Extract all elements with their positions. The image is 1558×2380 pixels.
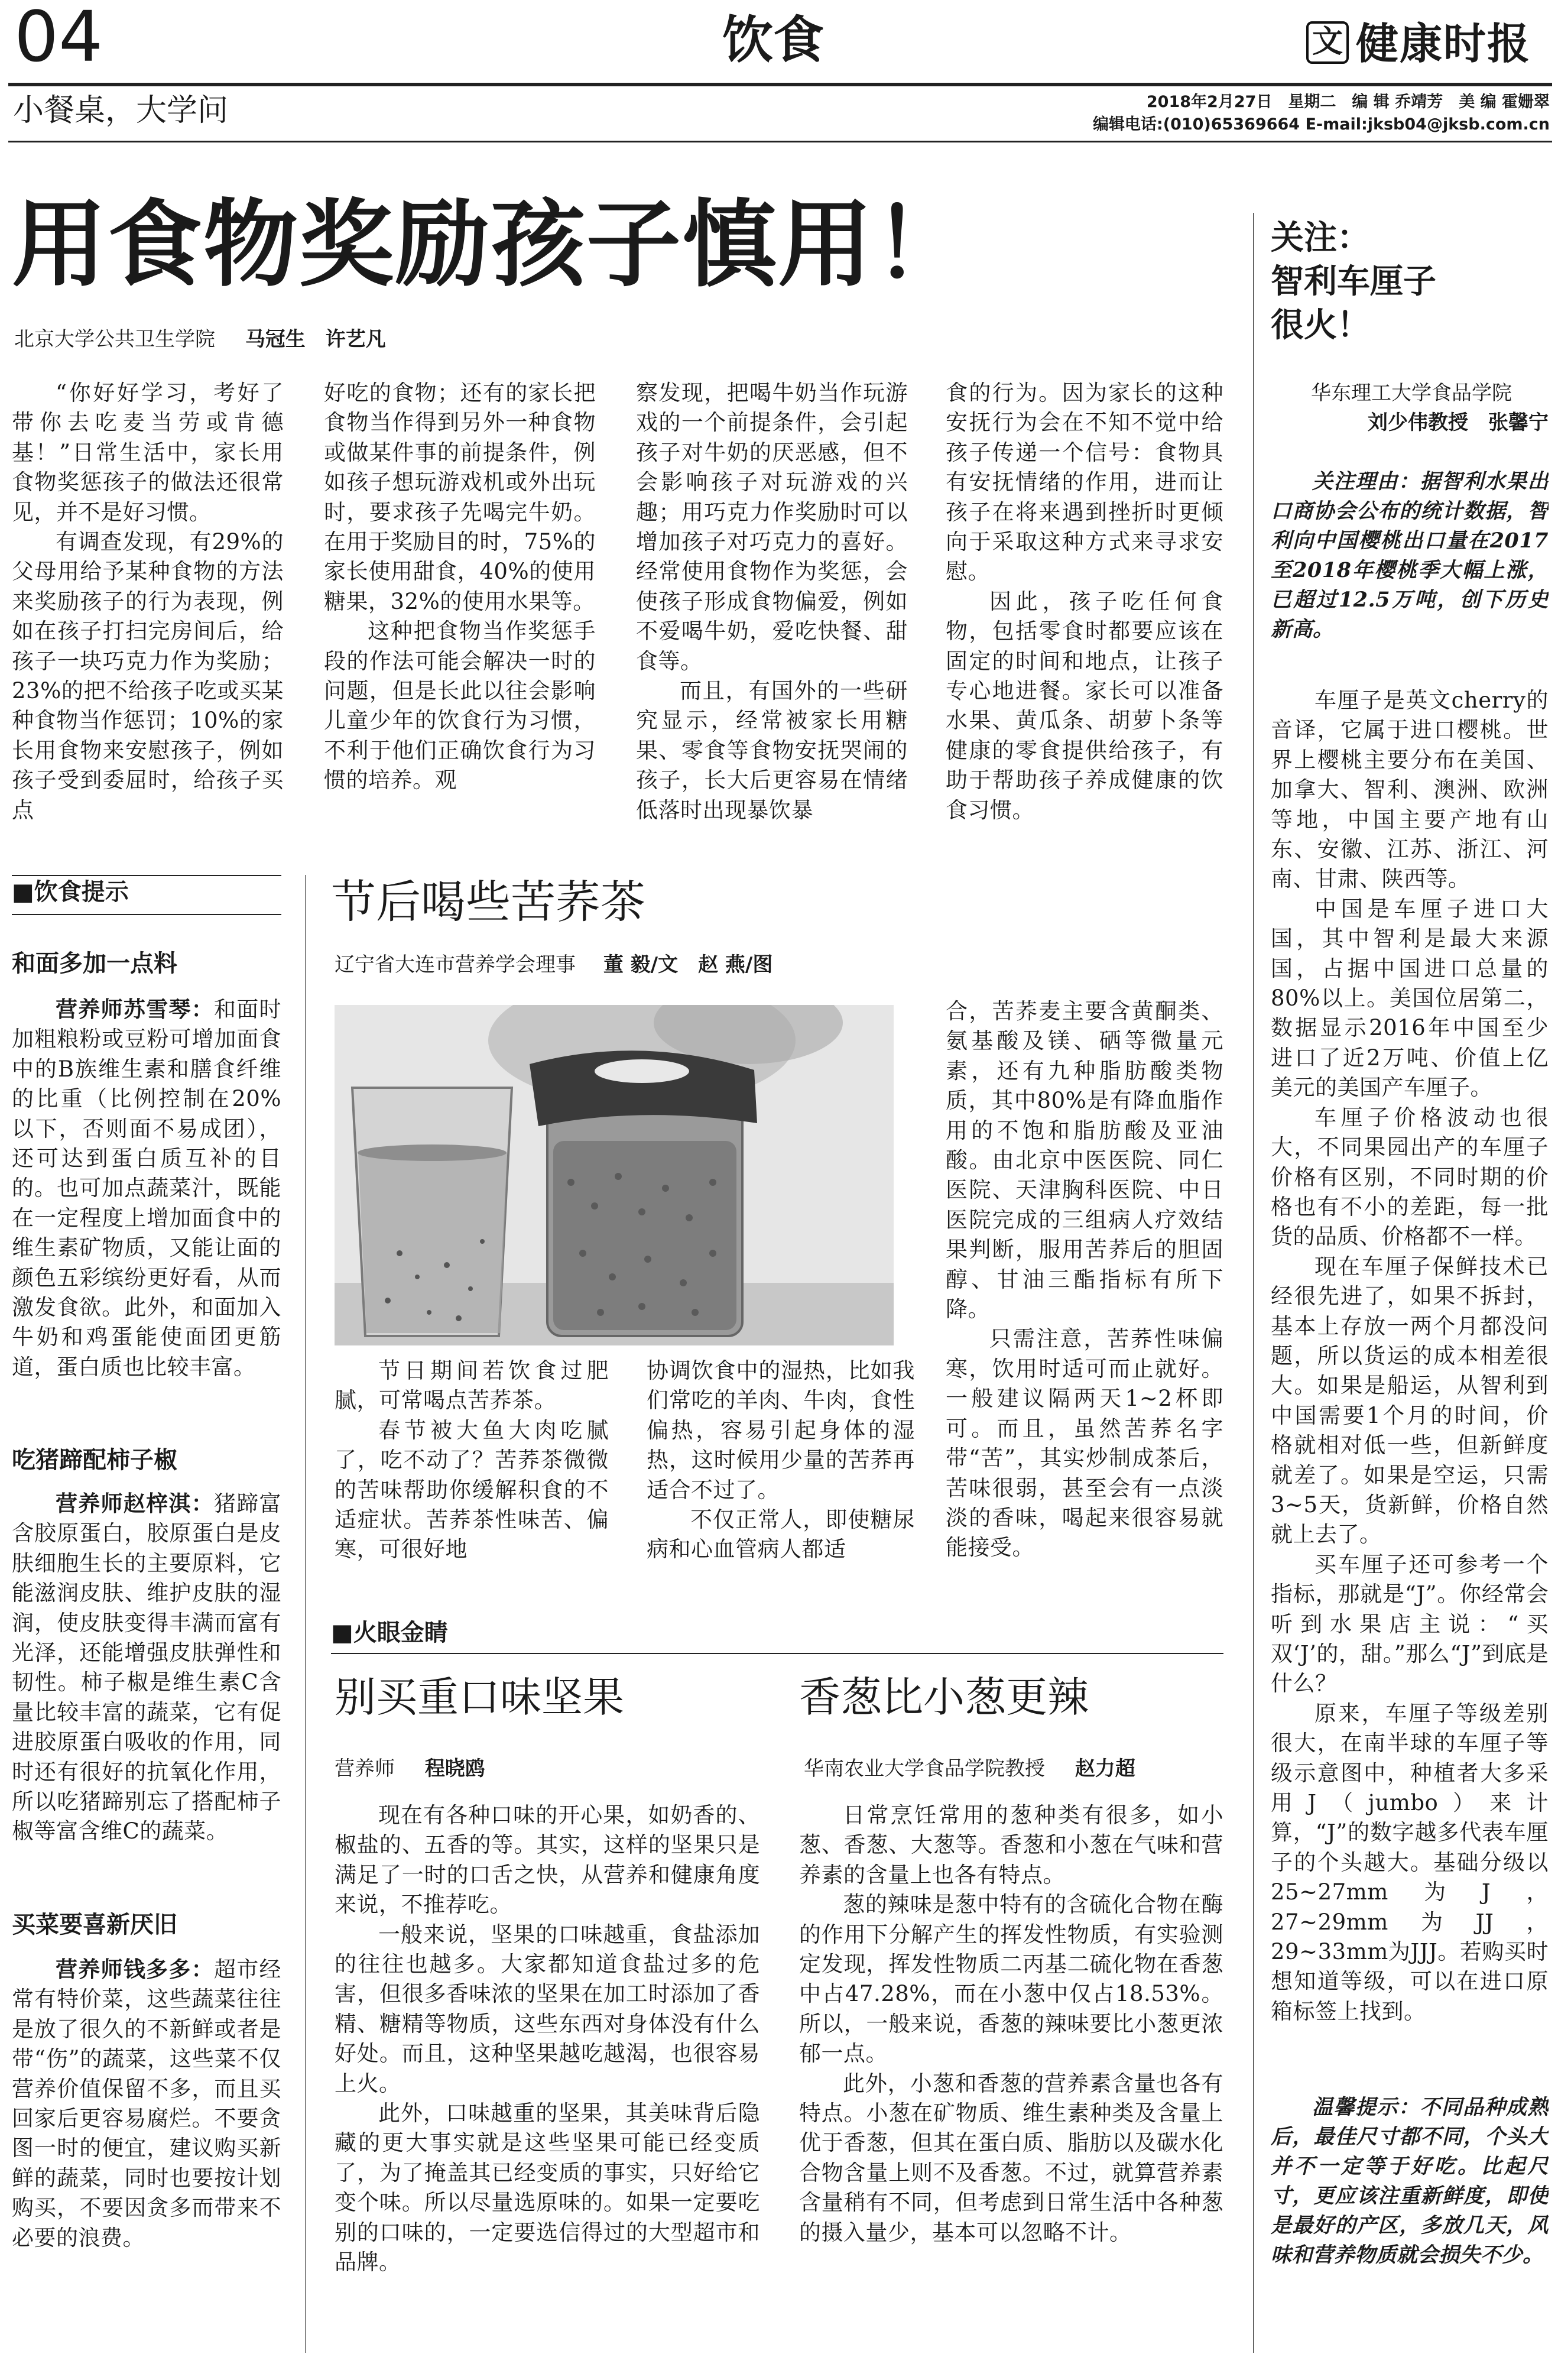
paragraph: 好吃的食物；还有的家长把食物当作得到另外一种食物或做某件事的前提条件，例如孩子想玩游戏机或外出玩时，要求孩子先喝完牛奶。在用于奖励目的时，75%的家长使用甜食，40%的使用糖果，32%的使用水果等。 bbox=[324, 380, 596, 614]
scallion-byline bbox=[804, 1752, 1135, 1781]
tip-text: 超市经常有特价菜，这些蔬菜往往是放了很久的不新鲜或者是带“伤”的蔬菜，这些菜不仅营养价值保留不多，而且买回家后更容易腐烂。不要贪图一时的便宜，建议购买新鲜的蔬菜，同时也要按计划购买，不要因贪多而带来不必要的浪费。 bbox=[12, 1957, 281, 2251]
contact-line: 编辑电话:(010)65369664 E-mail:jksb04@jksb.com.cn bbox=[1092, 115, 1550, 134]
tips-section-tag: ■饮食提示 bbox=[12, 878, 129, 906]
paragraph: “你好好学习，考好了带你去吃麦当劳或肯德基！”日常生活中，家长用食物奖惩孩子的做法还很常见，并不是好习惯。 bbox=[12, 380, 284, 525]
tip-body bbox=[12, 1954, 281, 2356]
tea-title: 节后喝些苦荞茶 bbox=[331, 876, 645, 928]
sharp-eye-section-tag: ■火眼金睛 bbox=[331, 1619, 448, 1646]
tea-col-2 bbox=[647, 1356, 915, 1616]
paragraph: 察发现，把喝牛奶当作玩游戏的一个前提条件，会引起孩子对牛奶的厌恶感，但不会影响孩子对玩游戏的兴趣；用巧克力作奖励时可以增加孩子对巧克力的喜好。经常使用食物作为奖惩，会使孩子形成食物偏爱，例如不爱喝牛奶，爱吃快餐、甜食等。 bbox=[636, 380, 908, 674]
tea-byline-names: 董 毅/文 赵 燕/图 bbox=[603, 953, 773, 977]
tea-col-1 bbox=[335, 1356, 609, 1616]
paragraph: 春节被大鱼大肉吃腻了，吃不动了？苦荞茶微微的苦味帮助你缓解积食的不适症状。苦荞茶性味苦、偏寒，可很好地 bbox=[335, 1417, 609, 1562]
tip-title: 吃猪蹄配柿子椒 bbox=[12, 1447, 177, 1474]
tip-title: 和面多加一点料 bbox=[12, 950, 177, 977]
page-subtitle: 小餐桌，大学问 bbox=[13, 93, 229, 128]
tea-col-3 bbox=[946, 997, 1223, 1611]
tip-lead: 营养师钱多多： bbox=[56, 1956, 214, 1982]
tip-body bbox=[12, 994, 281, 1444]
nuts-byline-role: 营养师 bbox=[335, 1757, 395, 1781]
cherry-warm-lead: 温馨提示： bbox=[1312, 2095, 1420, 2119]
main-byline-org: 北京大学公共卫生学院 bbox=[14, 328, 215, 351]
scallion-body bbox=[799, 1801, 1223, 2350]
nuts-byline bbox=[335, 1752, 485, 1781]
paragraph: 中国是车厘子进口大国，其中智利是最大来源国，占据中国进口总量的80%以上。美国位居第二，数据显示2016年中国至少进口了近2万吨、价值上亿美元的美国产车厘子。 bbox=[1271, 896, 1549, 1101]
tip-title: 买菜要喜新厌旧 bbox=[12, 1911, 177, 1938]
scallion-byline-org: 华南农业大学食品学院教授 bbox=[804, 1757, 1045, 1781]
main-article-col-4 bbox=[946, 378, 1223, 869]
main-byline-names: 马冠生 许艺凡 bbox=[245, 328, 386, 351]
main-article-col-2 bbox=[324, 378, 596, 869]
masthead-rule bbox=[8, 83, 1552, 86]
tea-photo-illustration bbox=[335, 1005, 894, 1345]
paragraph bbox=[12, 994, 281, 1382]
cherry-title bbox=[1271, 216, 1436, 348]
cherry-byline bbox=[1271, 378, 1549, 437]
paragraph: 此外，口味越重的坚果，其美味背后隐藏的更大事实就是这些坚果可能已经变质了，为了掩盖其已经变质的事实，只好给它变个味。所以尽量选原味的。如果一定要吃别的口味的，一定要选信得过的大型超市和品牌。 bbox=[335, 2100, 760, 2275]
section-title: 饮食 bbox=[722, 11, 824, 70]
scallion-title: 香葱比小葱更辣 bbox=[799, 1673, 1089, 1721]
right-column-divider bbox=[1253, 213, 1254, 2353]
paragraph: 车厘子价格波动也很大，不同果园出产的车厘子价格有区别，不同时期的价格也有不小的差距，每一批货的品质、价格都不一样。 bbox=[1271, 1104, 1549, 1250]
cherry-warm-tip bbox=[1271, 2093, 1549, 2353]
tea-byline bbox=[335, 948, 772, 977]
tips-column-divider bbox=[305, 875, 306, 2353]
paragraph: 一般来说，坚果的口味越重，食盐添加的往往也越多。大家都知道食盐过多的危害，但很多香味浓的坚果在加工时添加了香精、糖精等物质，这些东西对身体没有什么好处。而且，这种坚果越吃越渴，也很容易上火。 bbox=[335, 1921, 760, 2096]
paragraph: 只需注意，苦荞性味偏寒，饮用时适可而止就好。一般建议隔两天1~2杯即可。而且，虽然苦荞名字带“苦”，其实炒制成茶后，苦味很弱，甚至会有一点淡淡的香味，喝起来很容易就能接受。 bbox=[946, 1326, 1223, 1561]
sharp-eye-rule bbox=[331, 1653, 1223, 1654]
paragraph: 这种把食物当作奖惩手段的作法可能会解决一时的问题，但是长此以往会影响儿童少年的饮食行为习惯，不利于他们正确饮食行为习惯的培养。观 bbox=[324, 618, 596, 793]
main-article-col-3 bbox=[636, 378, 908, 869]
tea-photo bbox=[335, 1005, 894, 1345]
paragraph: 买车厘子还可参考一个指标，那就是“J”。你经常会听到水果店主说：“买双‘J’的，甜。”那么“J”到底是什么？ bbox=[1271, 1551, 1549, 1697]
paper-logo bbox=[1306, 17, 1549, 70]
paragraph: 不仅正常人，即使糖尿病和心血管病人都适 bbox=[647, 1507, 915, 1562]
paragraph bbox=[1271, 2093, 1549, 2270]
cherry-reason-lead: 关注理由： bbox=[1312, 469, 1420, 494]
cherry-title-line: 关注： bbox=[1271, 219, 1370, 257]
cherry-byline-org: 华东理工大学食品学院 bbox=[1311, 381, 1512, 405]
paragraph bbox=[12, 1489, 281, 1847]
paragraph: 现在有各种口味的开心果，如奶香的、椒盐的、五香的等。其实，这样的坚果只是满足了一时的口舌之快，从营养和健康角度来说，不推荐吃。 bbox=[335, 1802, 760, 1918]
main-article-col-1 bbox=[12, 378, 284, 869]
cherry-reason-text: 据智利水果出口商协会公布的统计数据，智利向中国樱桃出口量在2017至2018年樱桃季大幅上涨，已超过12.5万吨，创下历史新高。 bbox=[1271, 469, 1549, 641]
paragraph bbox=[12, 1954, 281, 2253]
nuts-body bbox=[335, 1801, 760, 2350]
paragraph: 而且，有国外的一些研究显示，经常被家长用糖果、零食等食物安抚哭闹的孩子，长大后更容易在情绪低落时出现暴饮暴 bbox=[636, 678, 908, 823]
scallion-byline-name: 赵力超 bbox=[1075, 1757, 1135, 1781]
main-byline bbox=[14, 323, 386, 352]
tip-text: 和面时加粗粮粉或豆粉可增加面食中的B族维生素和膳食纤维的比重（比例控制在20%以下，否则面不易成团），还可达到蛋白质互补的目的。也可加点蔬菜汁，既能在一定程度上增加面食中的维生素矿物质，又能让面的颜色五彩缤纷更好看，从而激发食欲。此外，和面加入牛奶和鸡蛋能使面团更筋道，蛋白质也比较丰富。 bbox=[12, 997, 281, 1380]
paragraph: 此外，小葱和香葱的营养素含量也各有特点。小葱在矿物质、维生素种类及含量上优于香葱，但其在蛋白质、脂肪以及碳水化合物含量上则不及香葱。不过，就算营养素含量稍有不同，但考虑到日常生活中各种葱的摄入量少，基本可以忽略不计。 bbox=[799, 2070, 1223, 2245]
main-headline: 用食物奖励孩子慎用！ bbox=[12, 189, 970, 300]
paper-name: 健康时报 bbox=[1356, 19, 1531, 69]
paragraph: 合，苦荞麦主要含黄酮类、氨基酸及镁、硒等微量元素，还有九种脂肪酸类物质，其中80%是有降血脂作用的不饱和脂肪酸及亚油酸。由北京中医医院、同仁医院、天津胸科医院、中日医院完成的三组病人疗效结果判断，服用苦荞后的胆固醇、甘油三酯指标有所下降。 bbox=[946, 998, 1223, 1322]
logo-seal-icon: 文 bbox=[1306, 21, 1349, 64]
cherry-byline-names: 刘少伟教授 张馨宁 bbox=[1368, 411, 1549, 435]
tea-byline-org: 辽宁省大连市营养学会理事 bbox=[335, 953, 576, 977]
cherry-title-line: 智利车厘子 bbox=[1271, 262, 1436, 301]
paragraph: 节日期间若饮食过肥腻，可常喝点苦荞茶。 bbox=[335, 1358, 609, 1413]
paragraph: 车厘子是英文cherry的音译，它属于进口樱桃。世界上樱桃主要分布在美国、加拿大、智利、澳洲、欧洲等地，中国主要产地有山东、安徽、江苏、浙江、河南、甘肃、陕西等。 bbox=[1271, 688, 1549, 892]
paragraph: 协调饮食中的湿热，比如我们常吃的羊肉、牛肉，食性偏热，容易引起身体的湿热，这时候用少量的苦荞再适合不过了。 bbox=[647, 1358, 915, 1503]
nuts-byline-name: 程晓鸥 bbox=[424, 1757, 485, 1781]
paragraph: 食的行为。因为家长的这种安抚行为会在不知不觉中给孩子传递一个信号：食物具有安抚情绪的作用，进而让孩子在将来遇到挫折时更倾向于采取这种方式来寻求安慰。 bbox=[946, 380, 1223, 585]
paragraph: 葱的辣味是葱中特有的含硫化合物在酶的作用下分解产生的挥发性物质，有实验测定发现，挥发性物质二丙基二硫化物在香葱中占47.28%，而在小葱中仅占18.53%。所以，一般来说，香葱的辣味要比小葱更浓郁一点。 bbox=[799, 1892, 1223, 2067]
tips-tag-rule bbox=[12, 914, 281, 915]
date-line: 2018年2月27日 星期二 编 辑 乔靖芳 美 编 霍姗翠 bbox=[1146, 93, 1550, 111]
paragraph bbox=[1271, 467, 1549, 644]
paragraph: 日常烹饪常用的葱种类有很多，如小葱、香葱、大葱等。香葱和小葱在气味和营养素的含量上也各有特点。 bbox=[799, 1802, 1223, 1888]
page-number: 04 bbox=[14, 0, 103, 77]
nuts-title: 别买重口味坚果 bbox=[335, 1673, 624, 1721]
paragraph: 因此，孩子吃任何食物，包括零食时都要应该在固定的时间和地点，让孩子专心地进餐。家长可以准备水果、黄瓜条、胡萝卜条等健康的零食提供给孩子，有助于帮助孩子养成健康的饮食习惯。 bbox=[946, 588, 1223, 823]
tip-lead: 营养师苏雪琴： bbox=[56, 996, 214, 1022]
paragraph: 有调查发现，有29%的父母用给予某种食物的方法来奖励孩子的行为表现，例如在孩子打扫完房间后，给孩子一块巧克力作为奖励；23%的把不给孩子吃或买某种食物当作惩罚；10%的家长用食物来安慰孩子，例如孩子受到委屈时，给孩子买点 bbox=[12, 529, 284, 823]
cherry-body bbox=[1271, 686, 1549, 2093]
tip-lead: 营养师赵梓淇： bbox=[56, 1490, 214, 1516]
paragraph: 现在车厘子保鲜技术已经很先进了，如果不拆封，基本上存放一两个月都没问题，所以货运的成本相差很大。如果是船运，从智利到中国需要1个月的时间，价格就相对低一些，但新鲜度就差了。如果是空运，只需3~5天，货新鲜，价格自然就上去了。 bbox=[1271, 1253, 1549, 1548]
paragraph: 原来，车厘子等级差别很大，在南半球的车厘子等级示意图中，种植者大多采用J（jumbo）来计算，“J”的数字越多代表车厘子的个头越大。基础分级以25~27mm为J，27~29mm为JJ，29~33mm为JJJ。若购买时想知道等级，可以在进口原箱标签上找到。 bbox=[1271, 1700, 1549, 2024]
masthead-bottom-rule bbox=[8, 141, 1552, 142]
cherry-reason bbox=[1271, 467, 1549, 668]
tip-text: 猪蹄富含胶原蛋白，胶原蛋白是皮肤细胞生长的主要原料，它能滋润皮肤、维护皮肤的湿润，使皮肤变得丰满而富有光泽，还能增强皮肤弹性和韧性。柿子椒是维生素C含量比较丰富的蔬菜，它有促进胶原蛋白吸收的作用，同时还有很好的抗氧化作用，所以吃猪蹄别忘了搭配柿子椒等富含维C的蔬菜。 bbox=[12, 1491, 281, 1844]
tip-body bbox=[12, 1489, 281, 1938]
cherry-title-line: 很火！ bbox=[1271, 306, 1370, 345]
cherry-warm-text: 不同品种成熟后，最佳尺寸都不同，个头大并不一定等于好吃。比起尺寸，更应该注重新鲜度，即使是最好的产区，多放几天，风味和营养物质就会损失不少。 bbox=[1271, 2095, 1549, 2267]
